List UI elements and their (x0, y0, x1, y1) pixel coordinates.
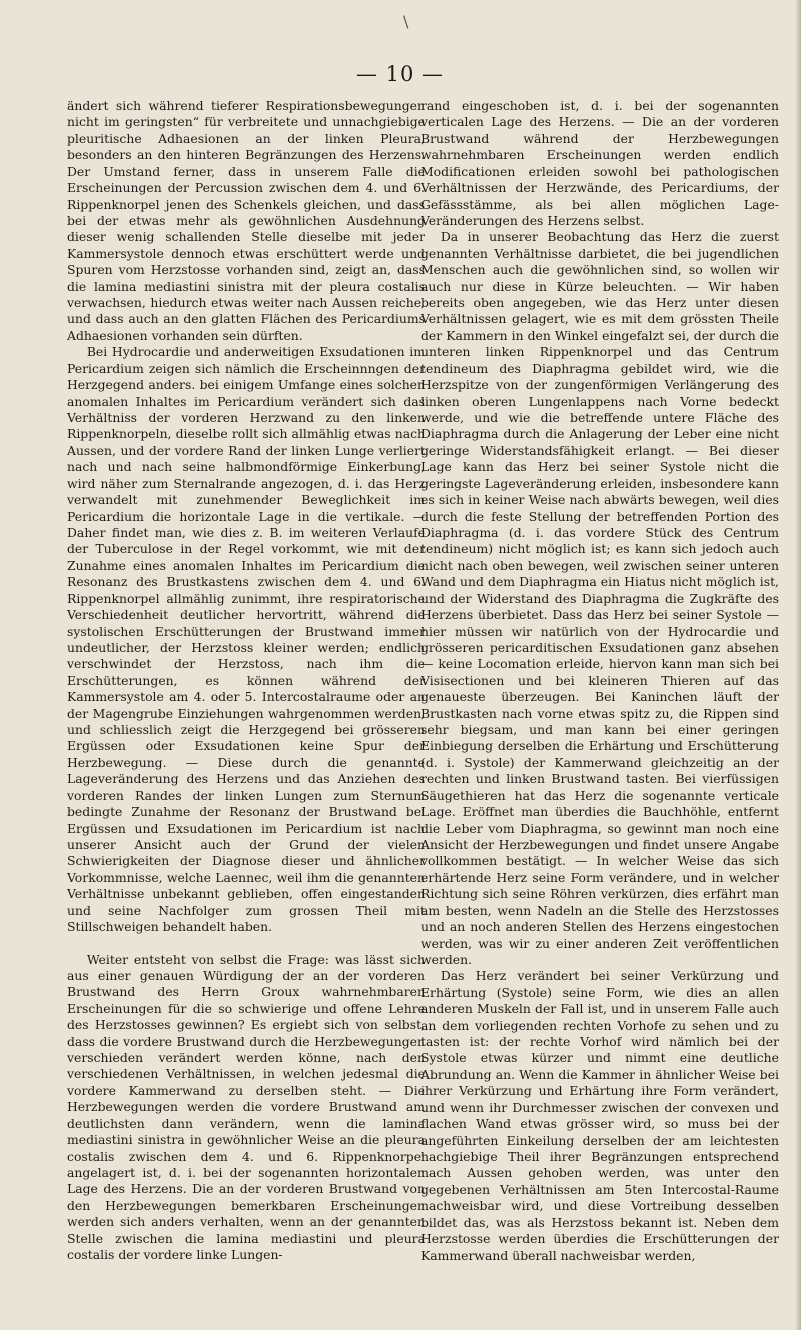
left-column (67, 98, 425, 1264)
paragraph: ändert sich während tieferer Respirationsbewegungen nicht im geringsten“ für verbreitete und unnachgiebige pleuritische Adhaesionen an der linken Pleura, besonders an den hinteren Begränzungen des Herzens. Der Umstand ferner, dass in unserem Falle die Erscheinungen der Percussion zwischen dem 4. und 6. Rippenknorpel jenen des Schenkels gleichen, und dass bei der etwas mehr als gewöhnlichen Ausdehnung dieser wenig schallenden Stelle dieselbe mit jeder Kammersystole dennoch etwas erschüttert werde und Spuren vom Herzstosse vorhanden sind, zeigt an, dass die lamina mediastini sinistra mit der pleura costalis verwachsen, hiedurch etwas weiter nach Aussen reiche, und dass auch an den glatten Flächen des Pericardiums Adhaesionen vorhanden sein dürften. (67, 98, 425, 343)
paragraph: Da in unserer Beobachtung das Herz die zuerst genannten Verhältnisse darbietet, die bei jugendlichen Menschen auch die gewöhnlichen sind, so wollen wir auch nur diese in Kürze beleuchten. — Wir haben bereits oben angegeben, wie das Herz unter diesen Verhältnissen gelagert, wie es mit dem grössten Theile der Kammern in den Winkel eingefalzt sei, der durch die unteren linken Rippenknorpel und das Centrum tendineum des Diaphragma gebildet wird, wie die Herzspitze von der zungenförmigen Verlängerung des linken oberen Lungenlappens nach Vorne bedeckt werde, und wie die betreffende untere Fläche des Diaphragma durch die Anlagerung der Leber eine nicht geringe Widerstandsfähigkeit erlangt. — Bei dieser Lage kann das Herz bei seiner Systole nicht die geringste Lageveränderung erleiden, insbesondere kann es sich in keiner Weise nach abwärts bewegen, weil dies durch die feste Stellung der betreffenden Portion des Diaphragma (d. i. das vordere Stück des Centrum tendineum) nicht möglich ist; es kann sich jedoch auch nicht nach oben bewegen, weil zwischen seiner unteren Wand und dem Diaphragma ein Hiatus nicht möglich ist, und der Widerstand des Diaphragma die Zugkräfte des Herzens überbietet. Dass das Herz bei seiner Systole — hier müssen wir natürlich von der Hydrocardie und grösseren pericarditischen Exsudationen ganz absehen — keine Locomation erleide, hiervon kann man sich bei Visisectionen und bei kleineren Thieren auf das genaueste überzeugen. Bei Kaninchen läuft der Brustkasten nach vorne etwas spitz zu, die Rippen sind sehr biegsam, und man kann bei einer geringen Einbiegung derselben die Erhärtung und Erschütterung (d. i. Systole) der Kammerwand gleichzeitig an der rechten und linken Brustwand tasten. Bei vierfüssigen Säugethieren hat das Herz die sogenannte verticale Lage. Eröffnet man überdies die Bauchhöhle, entfernt die Leber vom Diaphragma, so gewinnt man noch eine Ansicht der Herzbewegungen und findet unsere Angabe vollkommen bestätigt. — In welcher Weise das sich erhärtende Herz seine Form verändere, und in welcher Richtung sich seine Röhren verkürzen, dies erfährt man am besten, wenn Nadeln an die Stelle des Herzstosses und an noch anderen Stellen des Herzens eingestochen werden, was wir zu einer anderen Zeit veröffentlichen werden. (421, 229, 779, 967)
paragraph: Weiter entsteht von selbst die Frage: was lässt sich aus einer genauen Würdigung der an der vorderen Brustwand des Herrn Groux wahrnehmbaren Erscheinungen für die so schwierige und offene Lehre des Herzstosses gewinnen? Es ergiebt sich von selbst, dass die vordere Brustwand durch die Herzbewegungen verschieden verändert werden könne, nach den verschiedenen Verhältnissen, in welchen jedesmal die vordere Kammerwand zu derselben steht. — Die Herzbewegungen werden die vordere Brustwand am deutlichsten dann verändern, wenn die lamina mediastini sinistra in gewöhnlicher Weise an die pleura costalis zwischen dem 4. und 6. Rippenknorpel angelagert ist, d. i. bei der sogenannten horizontalen Lage des Herzens. Die an der vorderen Brustwand von den Herzbewegungen bemerkbaren Erscheinungen werden sich anders verhalten, wenn an der genannten Stelle zwischen die lamina mediastini und pleura costalis der vordere linke Lungen- (67, 951, 425, 1263)
right-column (421, 98, 779, 1264)
page-header (0, 0, 801, 110)
paragraph: Das Herz verändert bei seiner Verkürzung und Erhärtung (Systole) seine Form, wie dies an allen anderen Muskeln der Fall ist, und in unserem Falle auch an dem vorliegenden rechten Vorhofe zu sehen und zu tasten ist: der rechte Vorhof wird nämlich bei der Systole etwas kürzer und nimmt eine deutliche Abrundung an. Wenn die Kammer in ähnlicher Weise bei ihrer Verkürzung und Erhärtung ihre Form verändert, und wenn ihr Durchmesser zwischen der convexen und flachen Wand etwas grösser wird, so muss bei der angeführten Einkeilung derselben der am leichtesten nachgiebige Theil ihrer Begränzungen entsprechend nach Aussen gehoben werden, was unter den gegebenen Verhältnissen am 5ten Intercostal-Raume nachweisbar wird, und diese Vortreibung desselben bildet das, was als Herzstoss bekannt ist. Neben dem Herzstosse werden überdies die Erschütterungen der Kammerwand überall nachweisbar werden, (421, 968, 779, 1263)
paragraph: Bei Hydrocardie und anderweitigen Exsudationen im Pericardium zeigen sich nämlich die Erscheinnngen der Herzgegend anders. bei einigem Umfange eines solchen anomalen Inhaltes im Pericardium verändert sich das Verhältniss der vorderen Herzwand zu den linken Rippenknorpeln, dieselbe rollt sich allmählig etwas nach Aussen, und der vordere Rand der linken Lunge verliert nach und nach seine halbmondförmige Einkerbung, wird näher zum Sternalrande angezogen, d. i. das Herz verwandelt mit zunehmender Beweglichkeit im Pericardium die horizontale Lage in die vertikale. — Daher findet man, wie dies z. B. im weiteren Verlaufe der Tuberculose in der Regel vorkommt, wie mit der Zunahme eines anomalen Inhaltes im Pericardium die Resonanz des Brustkastens zwischen dem 4. und 6. Rippenknorpel allmählig zunimmt, ihre respiratorische Verschiedenheit deutlicher hervortritt, während die systolischen Erschütterungen der Brustwand immer undeutlicher, der Herzstoss kleiner werden; endlich verschwindet der Herzstoss, nach ihm die Erschütterungen, es können während der Kammersystole am 4. oder 5. Intercostalraume oder an der Magengrube Einziehungen wahrgenommen werden, und schliesslich zeigt die Herzgegend bei grösseren Ergüssen oder Exsudationen keine Spur der Herzbewegung. — Diese durch die genannte Lageveränderung des Herzens und das Anziehen des vorderen Randes der linken Lungen zum Sternum bedingte Zunahme der Resonanz der Brustwand bei Ergüssen und Exsudationen im Pericardium ist nach unserer Ansicht auch der Grund der vielen Schwierigkeiten der Diagnose dieser und ähnlicher Vorkommnisse, welche Laennec, weil ihm die genannten Verhältnisse unbekannt geblieben, offen eingestanden und seine Nachfolger zum grossen Theil mit Stillschweigen behandelt haben. (67, 344, 425, 935)
margin-mark: \ (403, 12, 409, 31)
page-number: — 10 — (355, 62, 445, 86)
page-edge (795, 0, 801, 1330)
paragraph: rand eingeschoben ist, d. i. bei der sogenannten verticalen Lage des Herzens. — Die an der vorderen Brustwand während der Herzbewegungen wahrnehmbaren Erscheinungen werden endlich Modificationen erleiden sowohl bei pathologischen Verhältnissen der Herzwände, des Pericardiums, der Gefässstämme, als bei allen möglichen Lage-Veränderungen des Herzens selbst. (421, 98, 779, 228)
